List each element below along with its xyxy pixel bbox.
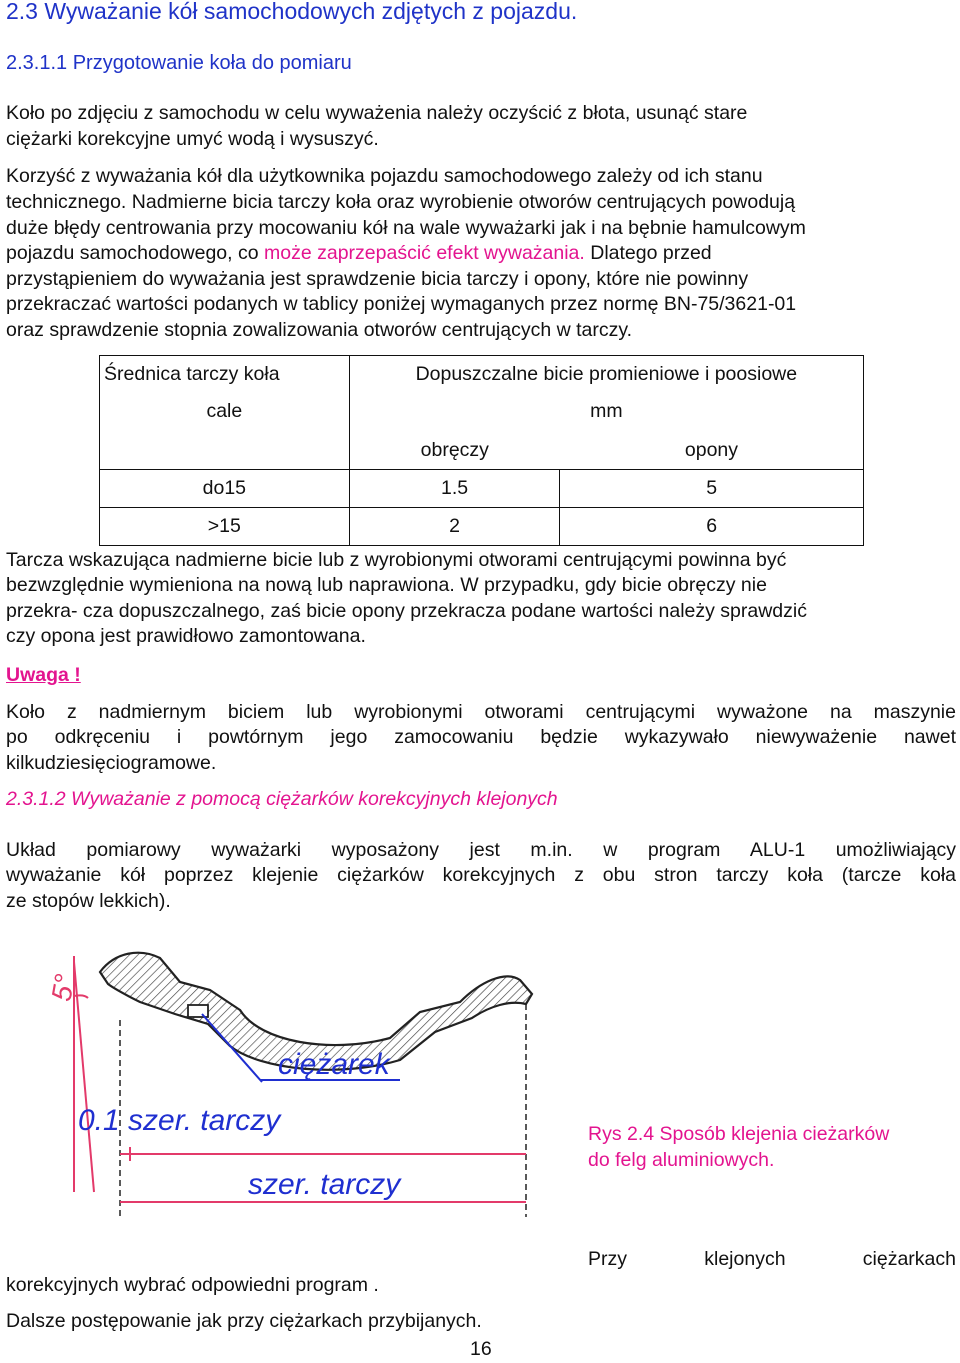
width-fraction-label: 0.1 szer. tarczy <box>78 1104 281 1137</box>
table-header-diameter <box>100 356 350 470</box>
runout-table <box>99 355 864 546</box>
table-cell-tire: 5 <box>560 470 864 508</box>
table-header-diameter-label: Średnica tarczy koła <box>104 363 280 385</box>
para2-line2-a: technicznego. <box>6 191 127 213</box>
para2-line2 <box>6 190 795 216</box>
weight-label: ciężarek <box>278 1048 390 1081</box>
para4-line2: po odkręceniu i powtórnym jego zamocowaniu będzie wykazywało niewyważenie nawet <box>6 726 956 748</box>
table-header-runout <box>349 356 863 432</box>
para6-left: korekcyjnych wybrać odpowiedni program . <box>6 1274 379 1296</box>
table-cell-size: >15 <box>100 508 350 546</box>
table-cell-tire: 6 <box>560 508 864 546</box>
para5-line2: wyważanie kół poprzez klejenie ciężarków korekcyjnych z obu stron tarczy koła (tarcze koła <box>6 864 956 886</box>
width-label: szer. tarczy <box>248 1168 401 1201</box>
para2-line7: oraz sprawdzenie stopnia zowalizowania otworów centrujących w tarczy. <box>6 319 633 341</box>
table-cell-rim: 2 <box>349 508 560 546</box>
rim-weight-diagram <box>40 942 570 1232</box>
para2-line6: przekraczać wartości podanych w tablicy poniżej wymaganych przez normę BN-75/3621-01 <box>6 293 797 315</box>
warning-label: Uwaga ! <box>6 664 81 686</box>
para2-highlight: może zaprzepaścić efekt wyważania. <box>264 242 585 264</box>
table-row <box>100 508 864 546</box>
table-cell-rim: 1.5 <box>349 470 560 508</box>
para1-line2: ciężarki korekcyjne umyć wodą i wysuszyć. <box>6 128 379 150</box>
page-number: 16 <box>470 1338 492 1360</box>
table-row <box>100 470 864 508</box>
subsection-heading-2: 2.3.1.2 Wyważanie z pomocą ciężarków korekcyjnych klejonych <box>6 788 558 810</box>
para3-line1: Tarcza wskazująca nadmierne bicie lub z wyrobionymi otworami centrującymi powinna być <box>6 549 787 571</box>
table-subheader-tire: opony <box>560 432 864 470</box>
para2-line4-b: Dlatego przed <box>584 242 712 264</box>
para7: Dalsze postępowanie jak przy ciężarkach przybijanych. <box>6 1310 482 1332</box>
para4-line3: kilkudziesięciogramowe. <box>6 752 217 774</box>
angle-label: 5° <box>45 971 81 1004</box>
para3-line4: czy opona jest prawidłowo zamontowana. <box>6 625 366 647</box>
para3-line2: bezwzględnie wymieniona na nową lub naprawiona. W przypadku, gdy bicie obręczy nie <box>6 574 767 596</box>
para5-line3: ze stopów lekkich). <box>6 890 171 912</box>
para2-line4-a: pojazdu samochodowego, co <box>6 242 265 264</box>
section-heading: 2.3 Wyważanie kół samochodowych zdjętych z pojazdu. <box>6 0 578 24</box>
para4-line1: Koło z nadmiernym biciem lub wyrobionymi otworami centrującymi wyważone na maszynie <box>6 701 956 723</box>
table-subheader-rim: obręczy <box>349 432 560 470</box>
para2-line3: duże błędy centrowania przy mocowaniu kół na wale wyważarki jak i na bębnie hamulcowym <box>6 217 806 239</box>
table-cell-size: do15 <box>100 470 350 508</box>
table-header-runout-label: Dopuszczalne bicie promieniowe i poosiowe <box>415 363 798 385</box>
para2-line5: przystąpieniem do wyważania jest sprawdzenie bicia tarczy i opony, które nie powinny <box>6 268 749 290</box>
para2-line4 <box>6 241 712 267</box>
para6-right: Przy klejonych ciężarkach <box>588 1248 956 1270</box>
para5-line1: Układ pomiarowy wyważarki wyposażony jest m.in. w program ALU-1 umożliwiający <box>6 839 956 861</box>
para2-line1: Korzyść z wyważania kół dla użytkownika pojazdu samochodowego zależy od ich stanu <box>6 165 763 187</box>
para2-line2-b: Nadmierne bicia tarczy koła oraz wyrobienie otworów centrujących powodują <box>126 191 796 213</box>
subsection-heading-1: 2.3.1.1 Przygotowanie koła do pomiaru <box>6 52 352 74</box>
table-header-runout-unit: mm <box>590 400 623 422</box>
weight-block <box>188 1005 208 1017</box>
table-header-diameter-unit: cale <box>206 400 243 422</box>
para1-line1: Koło po zdjęciu z samochodu w celu wyważenia należy oczyścić z błota, usunąć stare <box>6 102 748 124</box>
figure-caption-line2: do felg aluminiowych. <box>588 1149 775 1171</box>
para3-line3: przekra- cza dopuszczalnego, zaś bicie opony przekracza podane wartości należy sprawdzić <box>6 600 807 622</box>
figure-caption-line1: Rys 2.4 Sposób klejenia cieżarków <box>588 1123 890 1145</box>
